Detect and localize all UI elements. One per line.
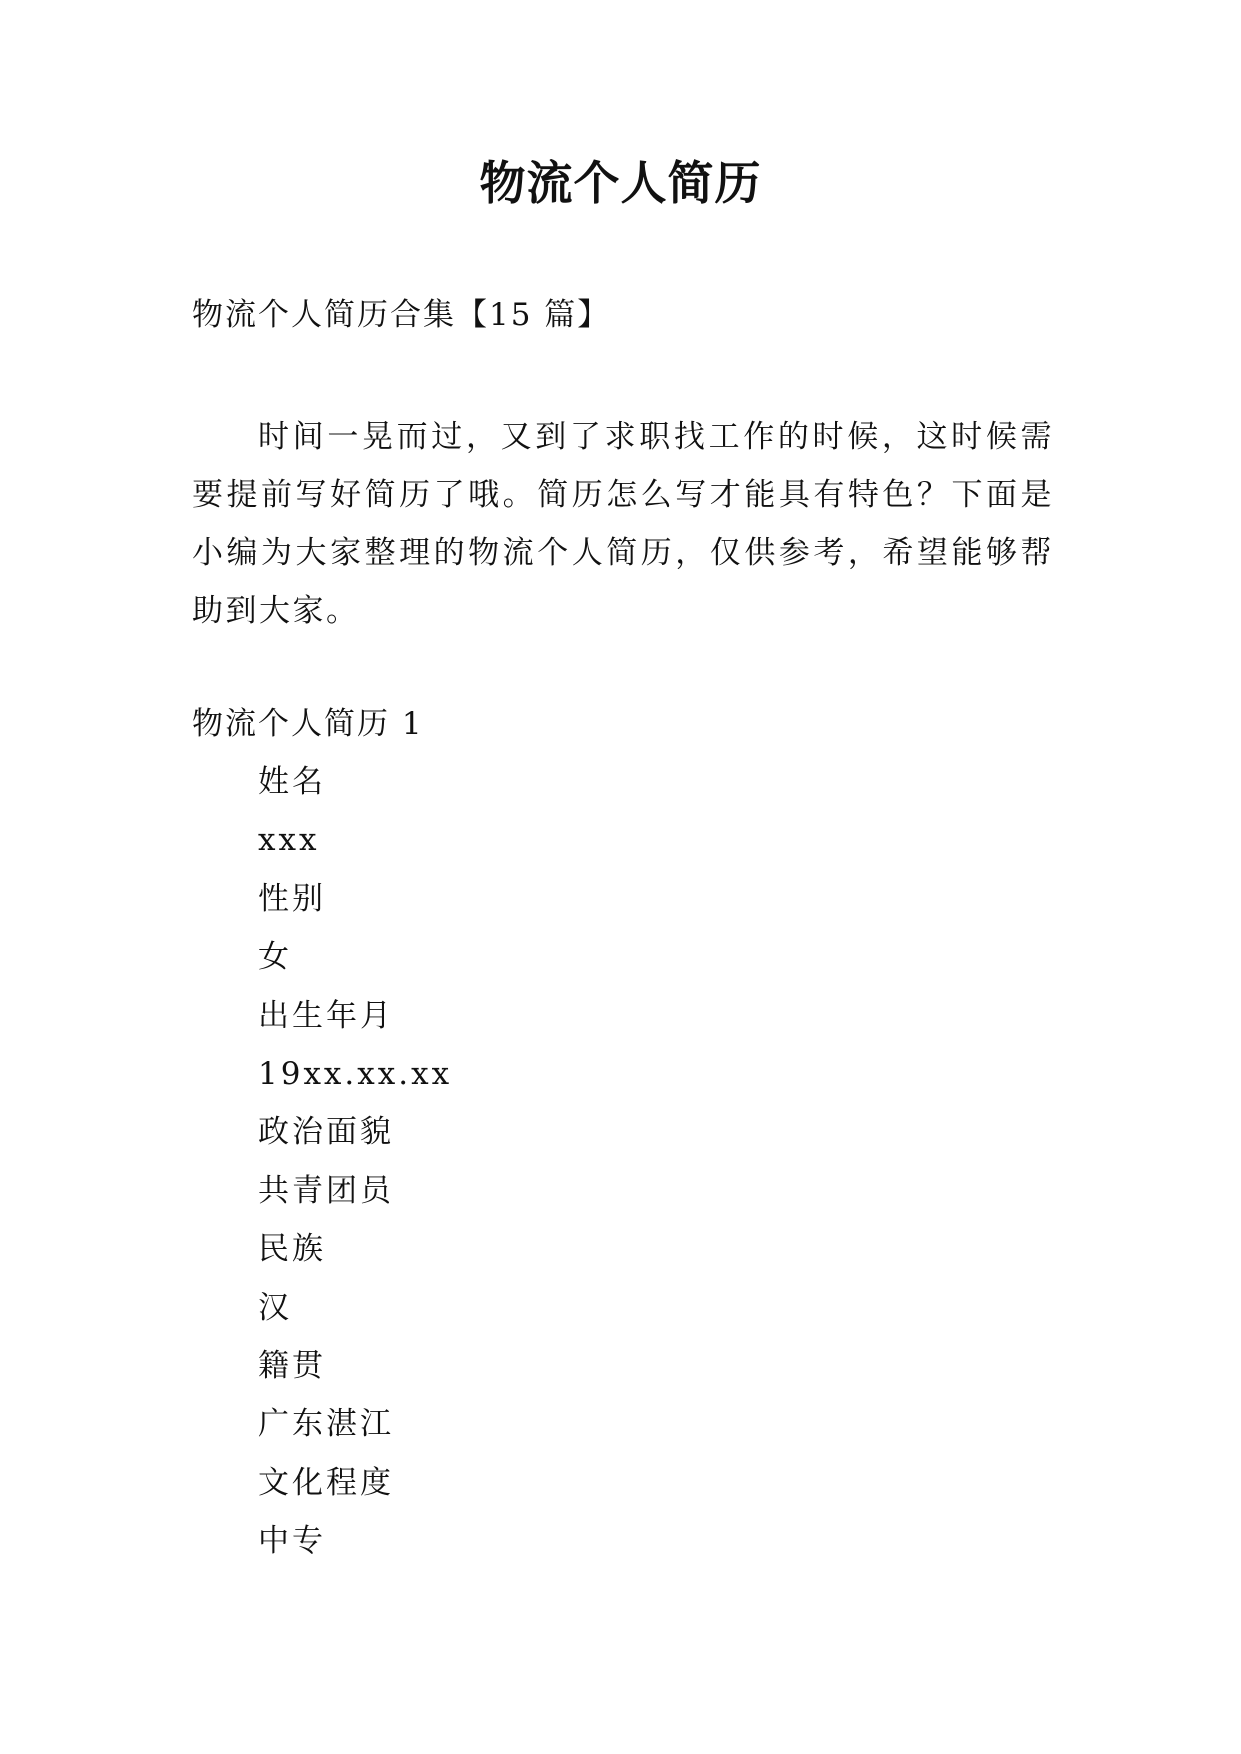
field-value-name: xxx — [258, 822, 320, 859]
field-label-name: 姓名 — [258, 764, 326, 800]
field-label-political-status: 政治面貌 — [258, 1114, 394, 1151]
field-label-ethnicity: 民族 — [258, 1231, 326, 1268]
intro-paragraph: 时间一晃而过，又到了求职找工作的时候，这时候需要提前写好简历了哦。简历怎么写才能具有特色？下面是小编为大家整理的物流个人简历，仅供参考，希望能够帮助到大家。 — [192, 419, 1054, 629]
field-value-ethnicity: 汉 — [258, 1289, 292, 1326]
document-subtitle: 物流个人简历合集【15 篇】 — [192, 297, 611, 333]
section-heading: 物流个人简历 1 — [192, 706, 424, 742]
field-value-political-status: 共青团员 — [258, 1172, 394, 1209]
field-value-education: 中专 — [258, 1523, 326, 1560]
document-title: 物流个人简历 — [479, 156, 762, 210]
field-value-native-place: 广东湛江 — [258, 1406, 394, 1443]
field-value-gender: 女 — [258, 939, 292, 976]
field-label-education: 文化程度 — [258, 1464, 394, 1501]
field-label-gender: 性别 — [258, 880, 326, 917]
field-label-native-place: 籍贯 — [258, 1347, 326, 1384]
resume-field-list — [258, 760, 452, 1577]
field-value-birth-date: 19xx.xx.xx — [258, 1055, 453, 1092]
field-label-birth-date: 出生年月 — [258, 997, 394, 1034]
